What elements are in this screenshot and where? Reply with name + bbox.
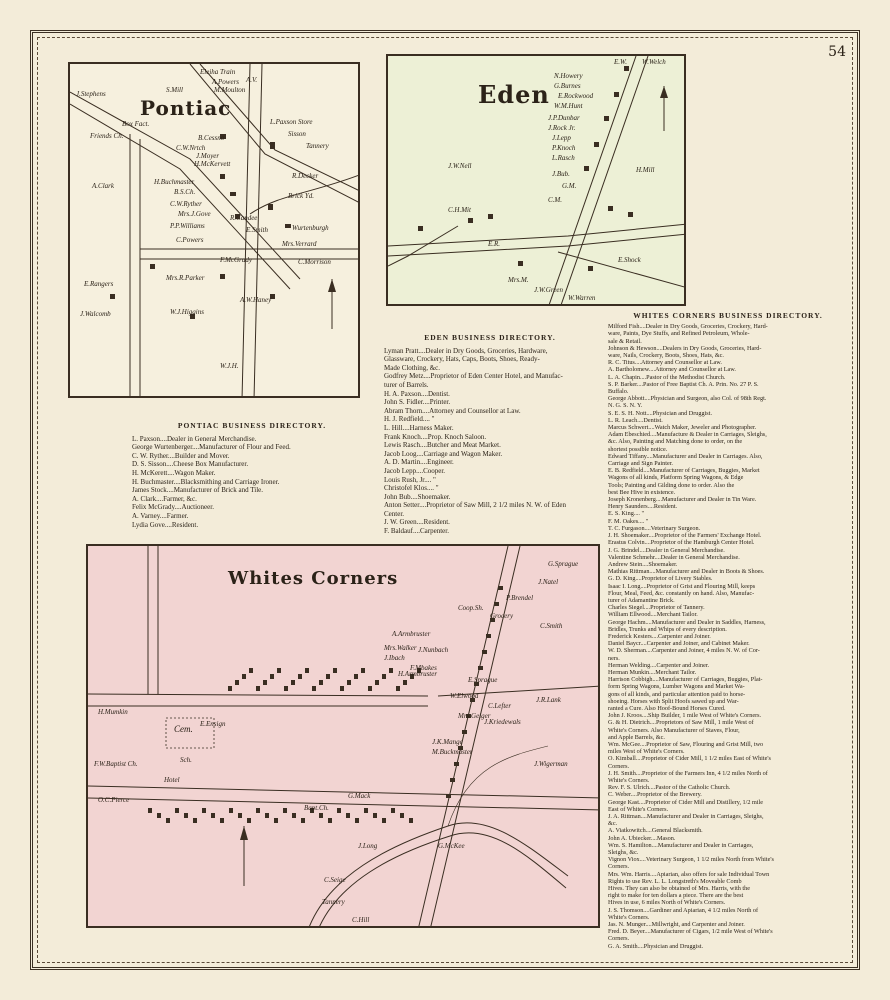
map-label: A.V.	[246, 76, 258, 84]
directory-entry: Tools; Painting and Gilding done to order. Also the	[608, 481, 735, 489]
directory-entry: O. Kimball....Proprietor of Cider Mill, 1 1/2 miles East of White's	[608, 755, 771, 763]
building-marker	[498, 586, 503, 590]
building-marker	[249, 668, 253, 673]
directory-entry: George Abbott....Physician and Surgeon, also Col. of 98th Regt.	[608, 395, 767, 403]
building-marker	[346, 813, 350, 818]
building-marker	[256, 686, 260, 691]
building-marker	[373, 813, 377, 818]
building-marker	[319, 680, 323, 685]
map-label: H.Armbruster	[398, 670, 438, 678]
directory-entry: Vignon Viox....Veterinary Surgeon, 1 1/2 miles North from White's	[608, 856, 774, 864]
directory-entry: Mrs. Wm. Harris....Apiarian, also offers for sale Individual Town	[608, 870, 770, 878]
directory-entry: Fred. D. Beyer....Manufacturer of Cigars, 1/2 mile West of White's	[608, 928, 773, 936]
building-marker	[175, 808, 179, 813]
directory-entry: L. Paxson....Dealer in General Merchandise.	[132, 434, 257, 443]
building-marker	[450, 778, 455, 782]
directory-entry: C. Weber....Proprietor of the Brewery.	[608, 791, 702, 799]
building-marker	[284, 686, 288, 691]
map-label: J.Ibach	[384, 654, 405, 662]
building-marker	[270, 674, 274, 679]
directory-entry: Rev. F. S. Ulrich....Pastor of the Catholic Church.	[608, 784, 731, 792]
building-marker	[328, 818, 332, 823]
building-marker	[319, 813, 323, 818]
directory-entry: Glassware, Crockery, Hats, Caps, Boots, Shoes, Ready-	[384, 355, 540, 364]
directory-entry: S. P. Barker....Pastor of Free Baptist Ch. A. Prin. No. 27 P. S.	[608, 380, 759, 388]
directory-entry: Louis Rush, Jr.... "	[384, 475, 436, 484]
building-marker	[409, 818, 413, 823]
directory-entry: F. Baldauf....Carpenter.	[384, 527, 449, 536]
directory-entry: best Bee Hive in existence.	[608, 488, 676, 496]
directory-entry: Frank Knoch....Prop. Knoch Saloon.	[384, 432, 487, 441]
map-label: F.W.Baptist Ch.	[94, 760, 138, 768]
map-label: A.Clark	[92, 182, 114, 190]
map-label: C.W.Nrtch	[176, 144, 206, 152]
map-label: A.Armbruster	[392, 630, 431, 638]
map-label: J.Moyer	[196, 152, 220, 160]
map-label: C.Smith	[540, 622, 563, 630]
directory-entry: ranted a Cure. Also Hoof-Bound Horses Cured.	[608, 704, 726, 712]
directory-entry: ware, Paints, Dye Stuffs, and Refined Petroleum, Whole-	[608, 330, 750, 338]
pontiac-business-directory	[132, 422, 372, 529]
directory-entry: E. S. King.... "	[608, 510, 645, 518]
building-marker	[462, 730, 467, 734]
map-label: P.P.Williams	[170, 222, 205, 230]
directory-entry: Lewis Rasch....Butcher and Meat Market.	[384, 441, 501, 450]
directory-entry: Jacob Loog....Carriage and Wagon Maker.	[384, 449, 503, 458]
directory-entry: D. S. Sisson....Cheese Box Manufacturer.	[132, 460, 249, 469]
building-marker	[242, 674, 246, 679]
building-marker	[396, 686, 400, 691]
map-label: W.J.H.	[220, 362, 239, 370]
map-label: O.C.Pierce	[98, 796, 130, 804]
map-label: Mrs.Geiger	[458, 712, 491, 720]
directory-entry: Jas. N. Munger....Millwright, and Carpenter and Joiner.	[608, 921, 745, 929]
map-label: B.Cessno	[198, 134, 225, 142]
whites-corners-map-title: Whites Corners	[228, 568, 399, 589]
pontiac-map	[68, 62, 360, 398]
directory-entry: William Ellwood....Merchant Tailor.	[608, 611, 698, 619]
map-label: J.Long	[358, 842, 378, 850]
building-marker	[265, 813, 269, 818]
building-marker	[235, 680, 239, 685]
map-label: F.Mbakes	[410, 664, 437, 672]
directory-entry: R. C. Titus....Attorney and Counsellor at Law.	[608, 359, 722, 367]
map-label: C.Hill	[352, 916, 370, 924]
map-label: Bapt.Ch.	[304, 804, 329, 812]
directory-entry: J. H. Smith....Proprietor of the Farmers Inn, 4 1/2 miles North of	[608, 769, 768, 777]
map-label: Sch.	[180, 756, 192, 764]
map-label: R.Decker	[292, 172, 319, 180]
map-label: E.Smith	[246, 226, 268, 234]
directory-entry: Carriage and Sign Painter.	[608, 460, 673, 468]
map-label: A.W.Haney	[240, 296, 272, 304]
directory-entry: G. A. Smith....Physician and Druggist.	[608, 942, 704, 950]
directory-entry: East of White's Corners.	[608, 805, 669, 813]
directory-entry: sale & Retail.	[608, 337, 642, 345]
building-marker	[298, 674, 302, 679]
building-marker	[283, 808, 287, 813]
map-label: J.P.Dunbar	[548, 114, 580, 122]
building-marker	[361, 668, 365, 673]
map-label: M.Buckmaster	[432, 748, 473, 756]
map-label: B.S.Ch.	[174, 188, 196, 196]
directory-entry: Sleighs, &c.	[608, 849, 639, 857]
directory-entry: Charles Siegel....Proprietor of Tannery.	[608, 604, 705, 612]
directory-entry: shortest possible notice.	[608, 445, 668, 453]
building-marker	[354, 674, 358, 679]
directory-entry: A. Varney....Farmer.	[132, 511, 189, 520]
directory-entry: George Wurtenberger....Manufacturer of Flour and Feed.	[132, 443, 291, 452]
directory-entry: H. Buchmaster....Blacksmithing and Carriage Ironer.	[132, 477, 280, 486]
directory-entry: Godfrey Metz....Proprietor of Eden Center Hotel, and Manufac-	[384, 372, 563, 381]
directory-entry: Christofel Klos.... "	[384, 484, 439, 493]
building-marker	[446, 794, 451, 798]
directory-entry: Frederick Kesters....Carpenter and Joiner.	[608, 632, 711, 640]
map-label: G.McKee	[438, 842, 465, 850]
directory-entry: gons of all kinds, and particular attention paid to horse-	[608, 690, 746, 698]
directory-entry: Wm. S. Hamilton....Manufacturer and Dealer in Carriages,	[608, 841, 754, 849]
map-label: H.Mill	[636, 166, 655, 174]
building-marker	[382, 674, 386, 679]
building-marker	[486, 634, 491, 638]
directory-entry: Wagons of all kinds, Platform Spring Wagons, & Edge	[608, 474, 744, 482]
map-label: M.Moulton	[214, 86, 246, 94]
directory-entry: E. B. Redfield....Manufacturer of Carriages, Buggies, Market	[608, 467, 760, 475]
map-label: E.Rangers	[84, 280, 114, 288]
directory-entry: A. Clark....Farmer, &c.	[132, 494, 197, 503]
directory-entry: Valentine Schmehr....Dealer in General Merchandise.	[608, 553, 740, 561]
map-label: Friends Ch.	[90, 132, 124, 140]
map-label: Grocery	[490, 612, 514, 620]
directory-entry: H. McKerett....Wagon Maker.	[132, 468, 216, 477]
map-label: P.Knoch	[552, 144, 576, 152]
directory-entry: J. G. Brindel....Dealer in General Merchandise.	[608, 546, 725, 554]
directory-entry: A. Viatkowitch....General Blacksmith.	[608, 827, 703, 835]
directory-entry: Wm. McGee....Proprietor of Saw, Flouring and Grist Mill, two	[608, 740, 764, 748]
directory-entry: Henry Saunders....Resident.	[608, 503, 678, 511]
directory-entry: White's Corners. Also Manufacturer of Staves, Flour,	[608, 726, 740, 734]
building-marker	[220, 818, 224, 823]
directory-entry: Corners.	[608, 863, 630, 871]
directory-entry: J. S. Thomson....Gardiner and Apiarian, 4 1/2 miles North of	[608, 906, 759, 914]
map-label: J.Lepp	[552, 134, 571, 142]
directory-entry: Edward Tiffany....Manufacturer and Dealer in Carriages. Also,	[608, 452, 763, 460]
directory-entry: Marcus Schwert....Watch Maker, Jeweler and Photographer.	[608, 424, 757, 432]
whites-corners-streets	[88, 546, 600, 928]
map-label: W.M.Hunt	[554, 102, 583, 110]
directory-entry: Felix McGrady....Auctioneer.	[132, 503, 214, 512]
map-label: J.W.Nell	[448, 162, 472, 170]
building-marker	[229, 808, 233, 813]
page-number: 54	[828, 44, 846, 60]
map-label: Mrs.Verrard	[282, 240, 317, 248]
directory-entry: Milford Fish....Dealer in Dry Goods, Groceries, Crockery, Hard-	[608, 323, 768, 331]
map-label: F.McGrady	[220, 256, 252, 264]
eden-business-directory	[384, 334, 596, 536]
directory-entry: G. D. King....Proprietor of Livery Stables.	[608, 575, 713, 583]
whites-corners-business-directory	[608, 312, 848, 950]
directory-entry: John S. Fidler....Printer.	[384, 398, 451, 407]
map-label: E.Ensign	[200, 720, 226, 728]
map-label: W.Elwood	[450, 692, 479, 700]
map-label: Box Fact.	[122, 120, 150, 128]
map-label: J.Stephens	[76, 90, 106, 98]
directory-entry: G. & H. Dietrich....Proprietors of Saw Mill, 1 mile West of	[608, 719, 754, 727]
map-label: C.Morrison	[298, 258, 331, 266]
directory-entry: Bridles, Trunks and Whips of every description.	[608, 625, 727, 633]
directory-entry: right to make for ten dollars a piece. There are the best	[608, 892, 744, 900]
map-label: J.Nunbach	[418, 646, 449, 654]
building-marker	[340, 686, 344, 691]
map-label: P.Brendel	[506, 594, 534, 602]
building-marker	[238, 813, 242, 818]
directory-entry: White's Corners.	[608, 913, 650, 921]
building-marker	[389, 668, 393, 673]
directory-entry: Hives in use, 6 miles North of White's Corners.	[608, 899, 726, 907]
building-marker	[482, 650, 487, 654]
map-label: A.Powers	[212, 78, 240, 86]
building-marker	[291, 680, 295, 685]
directory-entry: ware, Nails, Crockery, Boots, Shoes, Hats, &c.	[608, 352, 724, 360]
directory-entry: miles West of White's Corners.	[608, 748, 685, 756]
directory-entry: H. J. Redfield.... "	[384, 415, 435, 424]
map-label: G.Burnes	[554, 82, 581, 90]
building-marker	[274, 818, 278, 823]
directory-entry: H. A. Paxson....Dentist.	[384, 389, 450, 398]
directory-entry: Jacob Lepp....Cooper.	[384, 466, 446, 475]
map-label: E.W.	[614, 58, 627, 66]
map-label: J.Bub.	[552, 170, 570, 178]
directory-entry: Mathias Rittman....Manufacturer and Dealer in Boots & Shoes.	[608, 568, 765, 576]
map-label: C.W.Ryther	[170, 200, 202, 208]
directory-title: WHITES CORNERS BUSINESS DIRECTORY.	[633, 311, 823, 320]
directory-title: EDEN BUSINESS DIRECTORY.	[424, 333, 556, 342]
map-label: W.Warren	[568, 294, 596, 302]
directory-entry: George Hachm....Manufacturer and Dealer in Saddles, Harness,	[608, 618, 766, 626]
map-label: H.Buchmaster	[154, 178, 195, 186]
directory-entry: John J. Kroos....Ship Builder, 1 mile West of White's Corners.	[608, 712, 762, 720]
directory-entry: N. G. S. N. Y.	[608, 402, 643, 410]
directory-entry: John A. Ubiecker....Mason.	[608, 834, 676, 842]
building-marker	[400, 813, 404, 818]
building-marker	[364, 808, 368, 813]
map-label: W.J.Higgins	[170, 308, 204, 316]
map-label: H.Mumkin	[98, 708, 128, 716]
directory-entry: shoeing. Horses with Split Hoofs sawed up and War-	[608, 697, 739, 705]
directory-entry: Johnson & Hewson....Dealers in Dry Goods, Groceries, Hard-	[608, 344, 762, 352]
building-marker	[305, 668, 309, 673]
building-marker	[202, 808, 206, 813]
map-label: J.Wigerman	[534, 760, 568, 768]
map-label: Tannery	[322, 898, 345, 906]
directory-entry: Anton Setter....Proprietor of Saw Mill, 2 1/2 miles N. W. of Eden	[384, 501, 566, 510]
directory-entry: Andrew Stein....Shoemaker.	[608, 560, 678, 568]
building-marker	[148, 808, 152, 813]
map-label: C.Lefter	[488, 702, 512, 710]
building-marker	[382, 818, 386, 823]
map-label: Sisson	[288, 130, 306, 138]
map-label: J.R.Lank	[536, 696, 561, 704]
building-marker	[333, 668, 337, 673]
map-label: J.Natel	[538, 578, 559, 586]
directory-entry: C. W. Ryther....Builder and Mover.	[132, 451, 230, 460]
directory-entry: Buffalo.	[608, 388, 629, 396]
building-marker	[157, 813, 161, 818]
building-marker	[312, 686, 316, 691]
directory-entry: Joseph Kronenberg....Manufacturer and Dealer in Tin Ware.	[608, 496, 757, 504]
eden-map-title: Eden	[478, 80, 550, 109]
directory-entry: Isaac I. Long....Proprietor of Grist and Flouring Mill, keeps	[608, 582, 756, 590]
directory-entry: &c. Also, Painting and Matching done to order, on the	[608, 438, 743, 446]
pontiac-map-title: Pontiac	[140, 96, 232, 120]
building-marker	[193, 818, 197, 823]
building-marker	[368, 686, 372, 691]
directory-entry: Lydia Gove....Resident.	[132, 520, 199, 529]
directory-entry: Harrison Cobbigh....Manufacturer of Carriages, Buggies, Plat-	[608, 676, 763, 684]
map-label: Mrs.R.Parker	[166, 274, 205, 282]
building-marker	[228, 686, 232, 691]
directory-entry: Corners.	[608, 762, 630, 770]
directory-entry: Daniel Baycr....Carpenter and Joiner, and Cabinet Maker.	[608, 640, 750, 648]
map-label: J.Kriedewals	[484, 718, 521, 726]
building-marker	[454, 762, 459, 766]
building-marker	[403, 680, 407, 685]
building-marker	[256, 808, 260, 813]
map-label: Eleiha Train	[200, 68, 236, 76]
directory-entry: Made Clothing, &c.	[384, 363, 440, 372]
directory-entry: T. C. Furgason....Veterinary Surgeon.	[608, 524, 701, 532]
building-marker	[184, 813, 188, 818]
directory-entry: S. E. S. H. Nott....Physician and Druggist.	[608, 409, 712, 417]
directory-title: PONTIAC BUSINESS DIRECTORY.	[177, 421, 327, 430]
building-marker	[247, 818, 251, 823]
directory-entry: George Kast....Proprietor of Cider Mill and Distillery, 1/2 mile	[608, 798, 764, 806]
map-label: W.Welch	[642, 58, 666, 66]
map-label: C.Powers	[176, 236, 204, 244]
directory-entry: and Apple Barrels, &c.	[608, 733, 665, 741]
building-marker	[494, 602, 499, 606]
directory-entry: turer of Barrels.	[384, 380, 429, 389]
directory-entry: J. W. Green....Resident.	[384, 518, 450, 527]
directory-entry: A. Bartholomew....Attorney and Counsellor at Law.	[608, 366, 736, 374]
building-marker	[478, 666, 483, 670]
building-marker	[277, 668, 281, 673]
directory-entry: L. R. Leach....Dentist.	[608, 416, 663, 424]
directory-entry: Abram Thorn....Attorney and Counsellor at Law.	[384, 406, 521, 415]
map-label: E.Sprague	[468, 676, 498, 684]
directory-entry: F. M. Oakes.... "	[608, 517, 649, 525]
directory-entry: &c.	[608, 820, 618, 828]
map-label: R.Candee	[230, 214, 258, 222]
directory-entry: Herman Munkin....Merchant Tailor.	[608, 668, 697, 676]
map-label: C.M.	[548, 196, 562, 204]
map-label: E.R.	[488, 240, 501, 248]
building-marker	[337, 808, 341, 813]
map-label: Wurtenburgh	[292, 224, 329, 232]
map-label: C.H.Mit	[448, 206, 471, 214]
map-label: Cem.	[174, 724, 193, 734]
map-label: C.Seige	[324, 876, 346, 884]
building-marker	[347, 680, 351, 685]
map-label: H.McKervett	[194, 160, 231, 168]
directory-entry: Erastus Colvin....Proprietor of the Hamburgh Center Hotel.	[608, 539, 755, 547]
map-label: Tannery	[306, 142, 329, 150]
directory-entry: L. Hill....Harness Maker.	[384, 423, 454, 432]
eden-map	[386, 54, 686, 306]
map-label: S.Mill	[166, 86, 183, 94]
map-label: J.K.Mange	[432, 738, 463, 746]
building-marker	[292, 813, 296, 818]
map-label: Hotel	[164, 776, 180, 784]
directory-entry: Flour, Meal, Feed, &c. constantly on hand. Also, Manufac-	[608, 589, 755, 597]
directory-entry: W. D. Sherman....Carpenter and Joiner, 4 miles N. W. of Cor-	[608, 647, 760, 655]
directory-entry: Herman Welding....Carpenter and Joiner.	[608, 661, 710, 669]
directory-entry: L. A. Chapin....Pastor of the Methodist Church.	[608, 373, 726, 381]
directory-entry: Adam Ebeschied....Manufacture & Dealer in Carriages, Sleighs,	[608, 431, 767, 439]
map-label: J.Rock Jr.	[548, 124, 576, 132]
directory-entry: turer of Adamantine Brick.	[608, 596, 675, 604]
directory-entry: John Bub....Shoemaker.	[384, 492, 451, 501]
building-marker	[391, 808, 395, 813]
map-label: G.Sprague	[548, 560, 579, 568]
map-label: G.M.	[562, 182, 577, 190]
map-label: J.W.Green	[534, 286, 564, 294]
map-label: G.Mack	[348, 792, 371, 800]
map-label: L.Rasch	[552, 154, 575, 162]
building-marker	[375, 680, 379, 685]
building-marker	[166, 818, 170, 823]
directory-entry: A. D. Martin....Engineer.	[384, 458, 454, 467]
directory-entry: Corners.	[608, 935, 630, 943]
whites-corners-map	[86, 544, 600, 928]
map-label: Mrs.J.Gove	[178, 210, 211, 218]
directory-entry: J. H. Shoemaker....Proprietor of the Farmers' Exchange Hotel.	[608, 532, 762, 540]
map-label: Mrs.M.	[508, 276, 529, 284]
directory-entry: Center.	[384, 509, 405, 518]
directory-entry: White's Corners.	[608, 777, 650, 784]
map-label: J.Walcomb	[80, 310, 111, 318]
building-marker	[301, 818, 305, 823]
directory-entry: form Spring Wagons, Lumber Wagons and Market Wa-	[608, 683, 745, 691]
map-label: Brick Yd.	[288, 192, 315, 200]
building-marker	[326, 674, 330, 679]
map-label: L.Paxson Store	[270, 118, 313, 126]
map-label: Mrs.Walker	[384, 644, 417, 652]
directory-entry: Lyman Pratt....Dealer in Dry Goods, Groceries, Hardware,	[384, 346, 548, 355]
directory-entry: ners.	[608, 654, 620, 662]
map-label: N.Howery	[554, 72, 583, 80]
building-marker	[355, 818, 359, 823]
building-marker	[211, 813, 215, 818]
map-label: Coop.Sh.	[458, 604, 484, 612]
directory-entry: J. A. Rittman....Manufacturer and Dealer in Carriages, Sleighs,	[608, 813, 764, 821]
map-label: E.Shock	[618, 256, 641, 264]
directory-entry: Hives. They can also be obtained of Mrs. Harris, with the	[608, 885, 750, 893]
directory-entry: Rights to use Rev. L. L. Longstreth's Moveable Comb	[608, 877, 742, 885]
map-label: E.Rockwood	[558, 92, 594, 100]
directory-entry: James Stock....Manufacturer of Brick and Tile.	[132, 486, 264, 495]
building-marker	[263, 680, 267, 685]
